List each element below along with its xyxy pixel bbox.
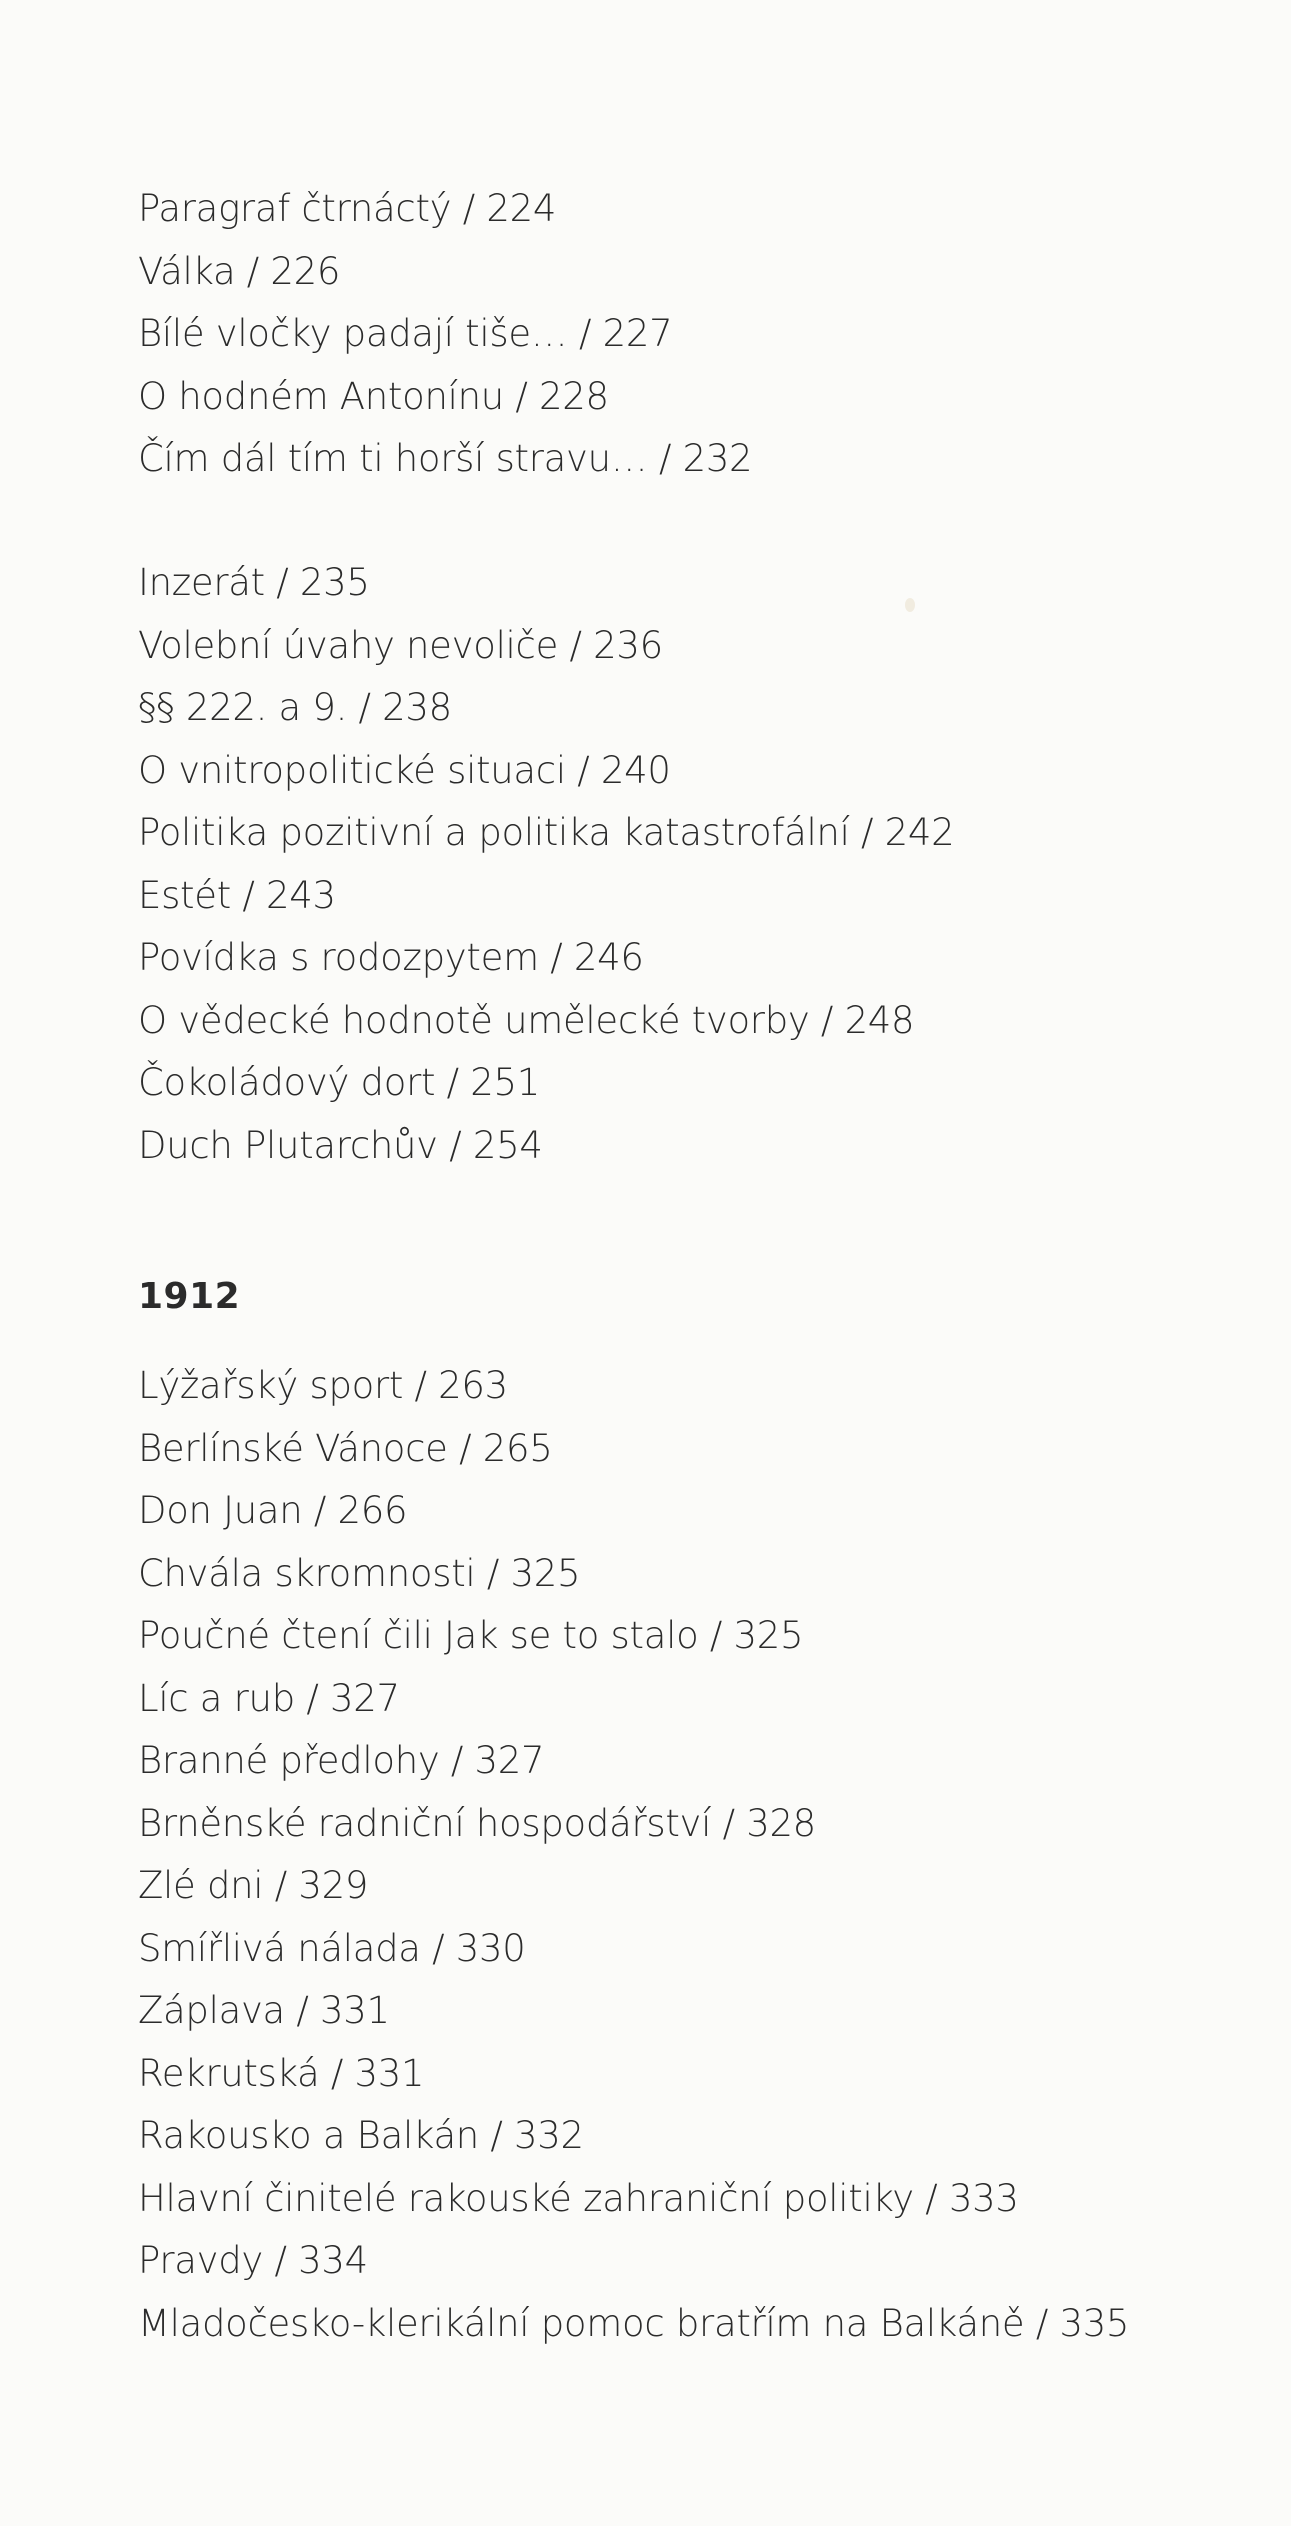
toc-group xyxy=(138,178,752,491)
toc-entry: Zlé dni / 329 xyxy=(138,1864,369,1907)
toc-entry: Hlavní činitelé rakouské zahraniční politiky / 333 xyxy=(138,2176,1019,2220)
toc-entry: Brněnské radniční hospodářství / 328 xyxy=(138,1801,816,1845)
year-heading: 1912 xyxy=(138,1276,241,1317)
toc-entry: Lýžařský sport / 263 xyxy=(138,1364,508,1407)
toc-entry: Rekrutská / 331 xyxy=(138,2051,425,2095)
toc-entry: Smířlivá nálada / 330 xyxy=(138,1926,526,1970)
toc-entry: Berlínské Vánoce / 265 xyxy=(138,1426,553,1470)
toc-group xyxy=(138,1355,1129,2355)
toc-entry: Bílé vločky padají tiše… / 227 xyxy=(138,312,673,355)
toc-entry: O hodném Antonínu / 228 xyxy=(138,374,609,418)
toc-entry: Chvála skromnosti / 325 xyxy=(138,1551,581,1595)
toc-entry: Poučné čtení čili Jak se to stalo / 325 xyxy=(138,1614,804,1657)
toc-entry: Estét / 243 xyxy=(138,873,336,917)
toc-entry: Mladočesko-klerikální pomoc bratřím na Balkáně / 335 xyxy=(138,2301,1130,2345)
toc-entry: Volební úvahy nevoliče / 236 xyxy=(138,623,663,667)
toc-entry: Válka / 226 xyxy=(138,249,341,293)
toc-entry: Pravdy / 334 xyxy=(138,2239,368,2282)
toc-entry: O vědecké hodnotě umělecké tvorby / 248 xyxy=(138,998,915,1042)
toc-entry: Duch Plutarchův / 254 xyxy=(138,1123,543,1167)
toc-group xyxy=(138,552,954,1177)
toc-entry: Politika pozitivní a politika katastrofální / 242 xyxy=(138,811,955,854)
toc-entry: Branné předlohy / 327 xyxy=(138,1739,545,1782)
toc-entry: Líc a rub / 327 xyxy=(138,1676,400,1720)
toc-entry: Inzerát / 235 xyxy=(138,561,370,604)
toc-entry: Čokoládový dort / 251 xyxy=(138,1061,541,1104)
toc-entry: Čím dál tím ti horší stravu… / 232 xyxy=(138,437,753,480)
toc-entry: O vnitropolitické situaci / 240 xyxy=(138,748,671,792)
toc-entry: Povídka s rodozpytem / 246 xyxy=(138,936,644,979)
toc-entry: Záplava / 331 xyxy=(138,1989,390,2032)
toc-entry: §§ 222. a 9. / 238 xyxy=(138,686,452,729)
toc-entry: Don Juan / 266 xyxy=(138,1489,408,1532)
toc-entry: Paragraf čtrnáctý / 224 xyxy=(138,187,557,230)
toc-entry: Rakousko a Balkán / 332 xyxy=(138,2114,584,2157)
